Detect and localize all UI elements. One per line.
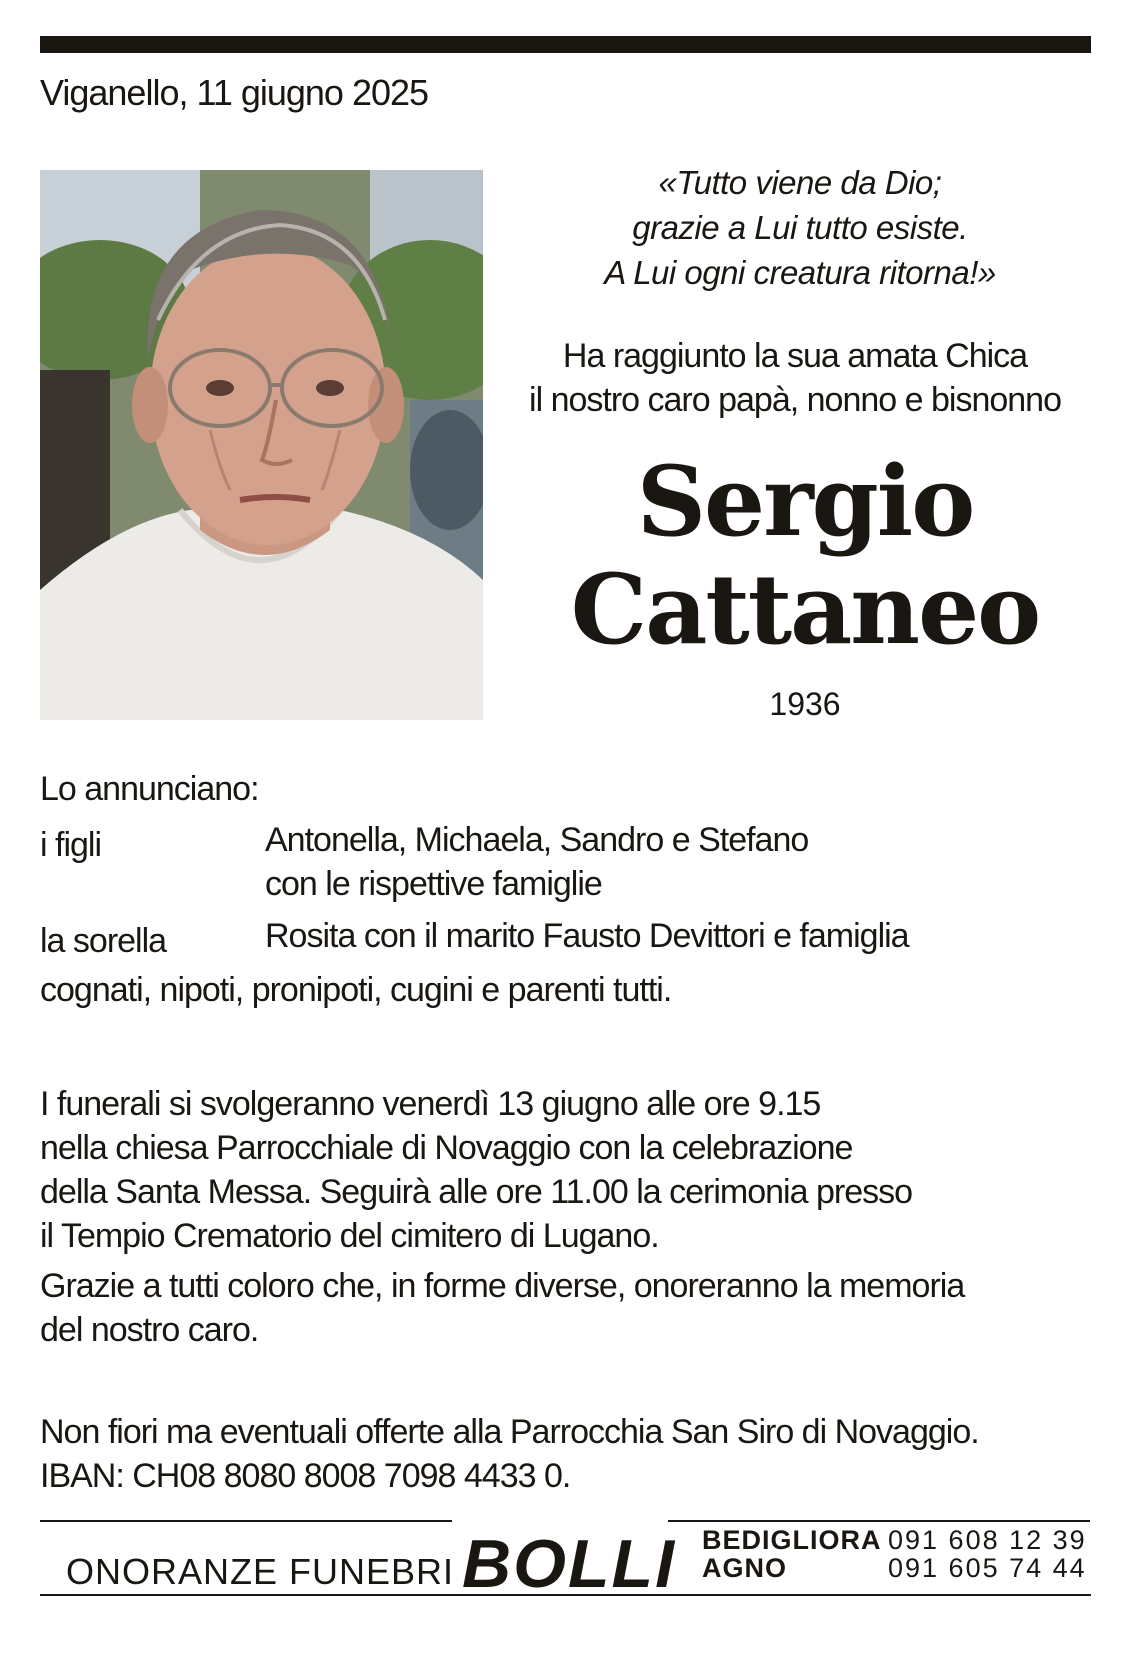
intro-text	[505, 334, 1085, 422]
quote-line: «Tutto viene da Dio;	[658, 164, 942, 201]
other-relatives: cognati, nipoti, pronipoti, cugini e parenti tutti.	[40, 971, 672, 1009]
names-line: Antonella, Michaela, Sandro e Stefano	[265, 821, 809, 859]
donation-text	[40, 1410, 1090, 1498]
thanks-text	[40, 1264, 1090, 1352]
thanks-line: del nostro caro.	[40, 1311, 259, 1349]
quote-line: grazie a Lui tutto esiste.	[632, 209, 968, 246]
relation-names-sister	[265, 914, 909, 958]
funeral-line: della Santa Messa. Seguirà alle ore 11.00 la cerimonia presso	[40, 1173, 913, 1211]
funeral-line: I funerali si svolgeranno venerdì 13 giugno alle ore 9.15	[40, 1085, 821, 1123]
footer-rule-right	[668, 1520, 1090, 1522]
footer-rule-left	[40, 1520, 452, 1522]
funeral-home-logo: BOLLI	[462, 1526, 676, 1602]
dateline: Viganello, 11 giugno 2025	[40, 72, 429, 113]
phone-bedigliora: 091 608 12 39	[888, 1525, 1087, 1555]
deceased-name	[510, 445, 1100, 666]
announcement-title: Lo annunciano:	[40, 770, 259, 808]
portrait-illustration	[40, 170, 483, 720]
funeral-line: nella chiesa Parrocchiale di Novaggio con la celebrazione	[40, 1129, 853, 1167]
intro-line: Ha raggiunto la sua amata Chica	[562, 337, 1028, 375]
birth-year: 1936	[769, 686, 841, 722]
relation-label-children: i figli	[40, 826, 102, 864]
funeral-info	[40, 1082, 1090, 1258]
intro-line: il nostro caro papà, nonno e bisnonno	[529, 381, 1061, 419]
top-rule	[40, 36, 1091, 53]
portrait-photo	[40, 170, 483, 720]
names-line: Rosita con il marito Fausto Devittori e famiglia	[265, 917, 909, 955]
location-agno: AGNO	[702, 1553, 787, 1583]
phone-agno: 091 605 74 44	[888, 1553, 1087, 1583]
thanks-line: Grazie a tutti coloro che, in forme diverse, onoreranno la memoria	[40, 1267, 965, 1305]
donation-line: IBAN: CH08 8080 8008 7098 4433 0.	[40, 1457, 571, 1495]
names-line: con le rispettive famiglie	[265, 865, 602, 903]
last-name: Cattaneo	[570, 553, 1040, 666]
funeral-home-prefix: ONORANZE FUNEBRI	[66, 1551, 455, 1592]
donation-line: Non fiori ma eventuali offerte alla Parrocchia San Siro di Novaggio.	[40, 1413, 979, 1451]
quote	[540, 160, 1060, 295]
location-bedigliora: BEDIGLIORA	[702, 1525, 882, 1555]
relation-label-sister: la sorella	[40, 922, 167, 960]
first-name: Sergio	[636, 445, 974, 558]
relation-names-children	[265, 818, 808, 906]
funeral-line: il Tempio Crematorio del cimitero di Lugano.	[40, 1217, 659, 1255]
quote-line: A Lui ogni creatura ritorna!»	[604, 254, 996, 291]
